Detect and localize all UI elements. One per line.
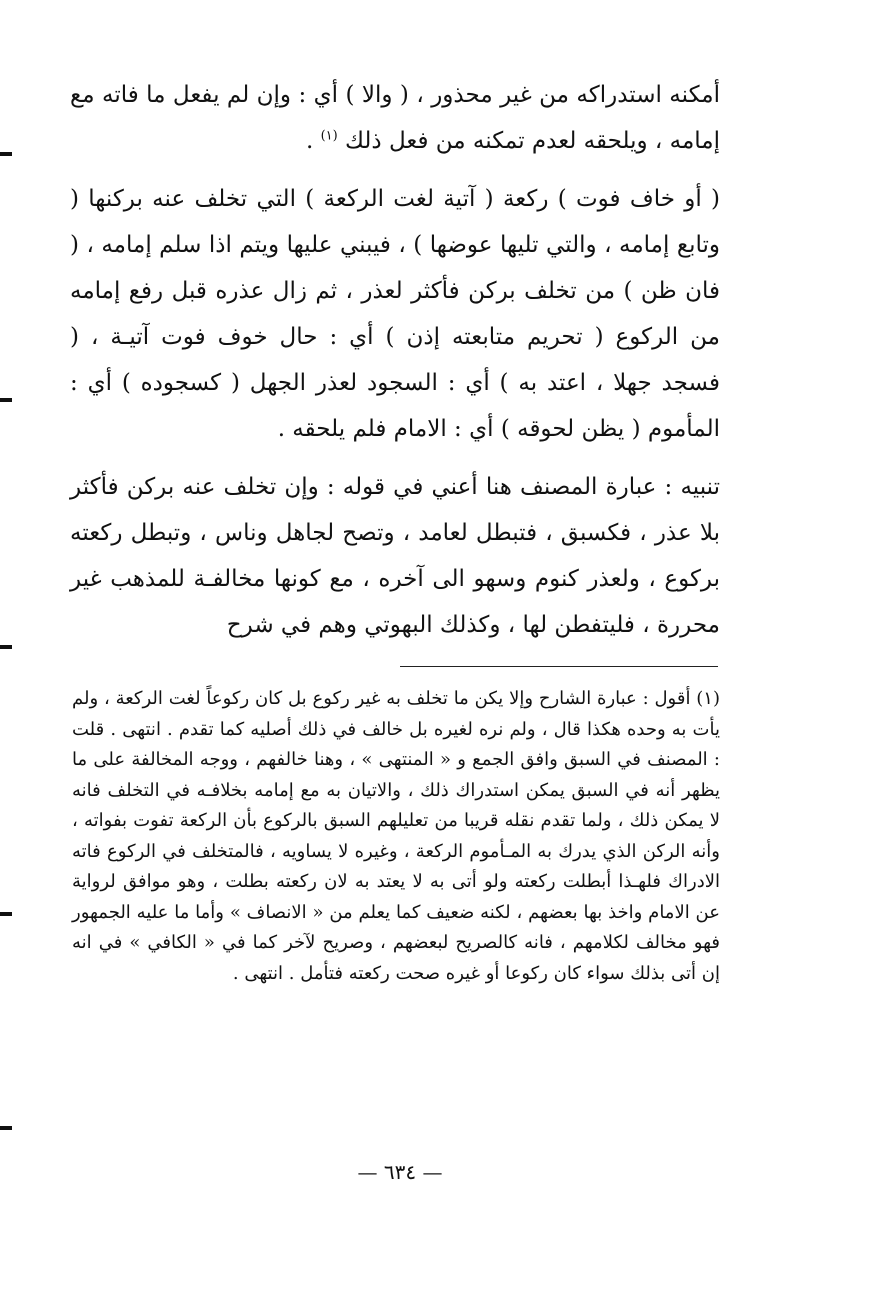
footnote-text: (١) أقول : عبارة الشارح وإلا يكن ما تخلف به غير ركوع بل كان ركوعاً لغت الركعة ، ولم يأت به وحده هكذا قال ، ولم نره لغيره بل خالف في ذلك أصليه كما تقدم . انتهى . قلت : المصنف في السبق وافق الجمع و « المنتهى » ، وهنا خالفهم ، ووجه المخالفة على ما يظهر أنه في السبق يمكن استدراك ذلك ، والاتيان به مع إمامه بخلافـه في التخلف فانه لا يمكن ذلك ، ولما تقدم نقله قريبا من تعليلهم السبق بالركوع بأن الركعة تفوت بفواته ، وأنه الركن الذي يدرك به المـأموم الركعة ، وغيره لا يساويه ، فالمتخلف في الركوع فاته الادراك فلهـذا أبطلت ركعته ولو أتى به لا يعتد به لان ركعته بطلت ، وهو موافق لرواية عن الامام واخذ بها بعضهم ، لكنه ضعيف كما يعلم من « الانصاف » وأما ما عليه الجمهور فهو مخالف لكلامهم ، فانه كالصريح لبعضهم ، وصريح لآخر كما في « الكافي » في انه إن أتى بذلك سواء كان ركوعا أو غيره صحت ركعته فتأمل . انتهى . (72, 688, 720, 984)
footnote-reference: (١) (320, 128, 338, 144)
paragraph-2: ( أو خاف فوت ) ركعة ( آتية لغت الركعة ) التي تخلف عنه بركنها ( وتابع إمامه ، والتي تليها عوضها ) ، فيبني عليها ويتم اذا سلم إمامه ، ( فان ظن ) من تخلف بركن فأكثر لعذر ، ثم زال عذره قبل رفع إمامه من الركوع ( تحريم متابعته إذن ) أي : حال خوف فوت آتيـة ، ( فسجد جهلا ، اعتد به ) أي : السجود لعذر الجهل ( كسجوده ) أي : المأموم ( يظن لحوقه ) أي : الامام فلم يلحقه . (70, 186, 720, 442)
paragraph-1-end: . (305, 128, 321, 154)
margin-mark (0, 1126, 12, 1130)
paragraph-3: تنبيه : عبارة المصنف هنا أعني في قوله : وإن تخلف عنه بركن فأكثر بلا عذر ، فكسبق ، فتبطل لعامد ، وتصح لجاهل وناس ، وتبطل ركعته بركوع ، ولعذر كنوم وسهو الى آخره ، مع كونها مخالفـة للمذهب غير محررة ، فليتفطن لها ، وكذلك البهوتي وهم في شرح (70, 474, 720, 638)
margin-mark (0, 912, 12, 916)
paragraph-gap (70, 164, 720, 176)
footnote-separator (400, 666, 718, 667)
footnote (72, 684, 720, 989)
paragraph-1-text: أمكنه استدراكه من غير محذور ، ( والا ) أي : وإن لم يفعل ما فاته مع إمامه ، ويلحقه لعدم تمكنه من فعل ذلك (70, 82, 720, 154)
margin-mark (0, 398, 12, 402)
page-number: — ٦٣٤ — (357, 1160, 443, 1184)
margin-mark (0, 152, 12, 156)
paragraph-gap (70, 452, 720, 464)
margin-mark (0, 645, 12, 649)
main-text (70, 72, 720, 648)
paragraph-1 (70, 72, 720, 164)
